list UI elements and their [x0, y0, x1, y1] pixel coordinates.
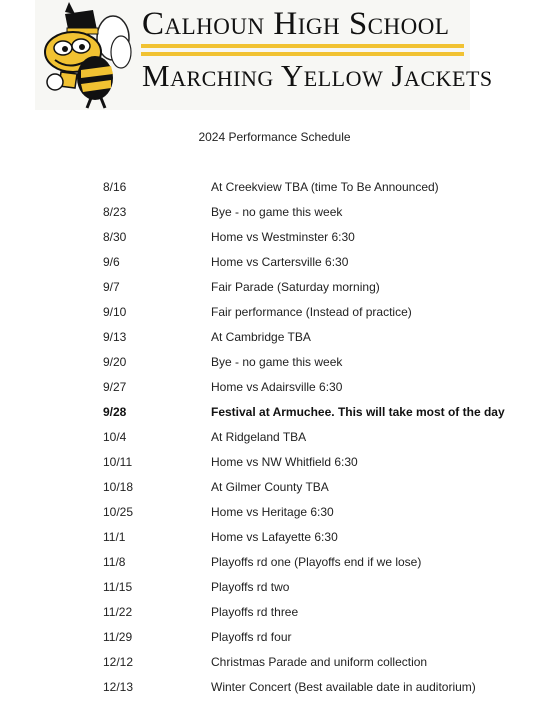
event-date: 10/25 — [103, 505, 134, 519]
event-date: 8/23 — [103, 205, 127, 219]
event-description: Playoffs rd two — [211, 580, 290, 594]
event-date: 10/4 — [103, 430, 127, 444]
event-date: 9/13 — [103, 330, 127, 344]
event-description: At Creekview TBA (time To Be Announced) — [211, 180, 439, 194]
event-description: Home vs Lafayette 6:30 — [211, 530, 338, 544]
schedule-row — [103, 479, 523, 504]
event-description: Bye - no game this week — [211, 205, 343, 219]
schedule-row — [103, 554, 523, 579]
schedule-row — [103, 604, 523, 629]
event-date: 10/11 — [103, 455, 133, 469]
event-date: 11/1 — [103, 530, 126, 544]
event-date: 11/8 — [103, 555, 126, 569]
schedule-list — [103, 179, 523, 704]
schedule-row — [103, 254, 523, 279]
event-description: Fair performance (Instead of practice) — [211, 305, 412, 319]
schedule-row — [103, 579, 523, 604]
event-description: At Gilmer County TBA — [211, 480, 329, 494]
event-date: 9/27 — [103, 380, 127, 394]
event-description: At Ridgeland TBA — [211, 430, 307, 444]
schedule-row — [103, 329, 523, 354]
band-name: Marching Yellow Jackets — [142, 58, 493, 93]
event-description: Playoffs rd four — [211, 630, 292, 644]
event-description: Home vs Heritage 6:30 — [211, 505, 334, 519]
schedule-row — [103, 304, 523, 329]
schedule-row — [103, 354, 523, 379]
schedule-row — [103, 529, 523, 554]
event-date: 8/30 — [103, 230, 127, 244]
event-date: 12/12 — [103, 655, 134, 669]
schedule-row — [103, 429, 523, 454]
schedule-row — [103, 679, 523, 704]
event-date: 8/16 — [103, 180, 127, 194]
event-description: Playoffs rd three — [211, 605, 299, 619]
event-date: 10/18 — [103, 480, 134, 494]
event-description: Playoffs rd one (Playoffs end if we lose) — [211, 555, 422, 569]
schedule-row — [103, 454, 523, 479]
event-date: 9/28 — [103, 405, 127, 419]
schedule-row — [103, 404, 523, 429]
event-date: 9/10 — [103, 305, 127, 319]
schedule-row — [103, 179, 523, 204]
gold-divider-bottom — [141, 52, 464, 56]
yellow-jacket-mascot-icon — [35, 0, 135, 110]
event-description: Fair Parade (Saturday morning) — [211, 280, 380, 294]
school-name: Calhoun High School — [142, 6, 450, 42]
event-description: Home vs Westminster 6:30 — [211, 230, 355, 244]
gold-divider-top — [141, 44, 464, 48]
event-date: 11/22 — [103, 605, 133, 619]
event-description: Winter Concert (Best available date in auditorium) — [211, 680, 476, 694]
event-date: 11/29 — [103, 630, 133, 644]
event-description: Home vs NW Whitfield 6:30 — [211, 455, 358, 469]
event-date: 9/20 — [103, 355, 127, 369]
event-date: 12/13 — [103, 680, 134, 694]
schedule-row — [103, 654, 523, 679]
schedule-title: 2024 Performance Schedule — [198, 130, 351, 144]
event-description: Bye - no game this week — [211, 355, 343, 369]
schedule-row — [103, 204, 523, 229]
schedule-row — [103, 629, 523, 654]
event-date: 9/6 — [103, 255, 120, 269]
event-description: At Cambridge TBA — [211, 330, 311, 344]
schedule-row — [103, 379, 523, 404]
event-description: Festival at Armuchee. This will take most of the day — [211, 405, 505, 419]
schedule-row — [103, 279, 523, 304]
event-description: Home vs Cartersville 6:30 — [211, 255, 349, 269]
schedule-row — [103, 504, 523, 529]
event-description: Home vs Adairsville 6:30 — [211, 380, 343, 394]
event-description: Christmas Parade and uniform collection — [211, 655, 428, 669]
event-date: 11/15 — [103, 580, 133, 594]
event-date: 9/7 — [103, 280, 120, 294]
header-banner — [35, 0, 493, 110]
schedule-row — [103, 229, 523, 254]
